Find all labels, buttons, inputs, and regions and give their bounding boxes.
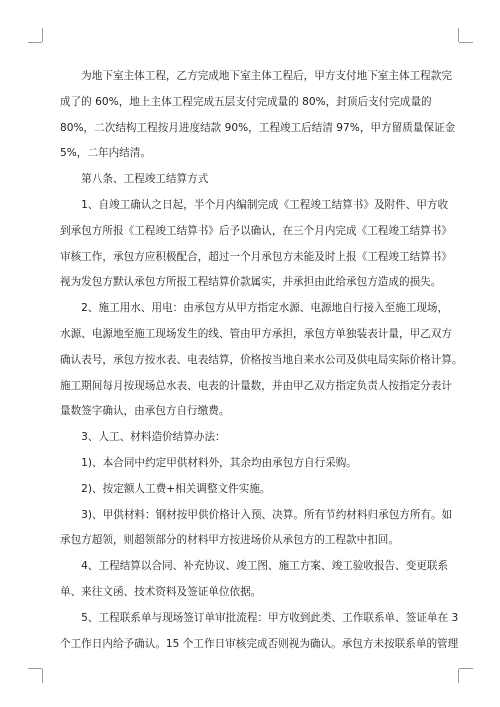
text-line: 1、自竣工确认之日起，半个月内编制完成《工程竣工结算书》及附件、甲方收 [60,198,449,211]
text-line: 视为发包方默认承包方所报工程结算价款属实，并承担由此给承包方造成的损失。 [60,276,442,289]
text-line: 1)、本合同中约定甲供材料外，其余均由承包方自行采购。 [60,456,357,469]
text-line: 个工作日内给予确认。15 个工作日审核完成否则视为确认。承包方未按联系单的管理 [60,637,459,650]
text-line: 2)、按定额人工费+相关调整文件实施。 [60,482,271,495]
document-body [60,64,463,657]
text-line: 3)、甲供材料：钢材按甲供价格计入预、决算。所有节约材料归承包方所有。如 [60,508,453,521]
text-line: 80%，二次结构工程按月进度结款 90%，工程竣工后结清 97%，甲方留质量保证金 [60,121,456,134]
text-line: 水源、电源地至施工现场发生的线、管由甲方承担，承包方单独装表计量，甲乙双方 [60,327,452,340]
text-line: 确认表号，承包方按水表、电表结算，价格按当地自来水公司及供电局实际价格计算。 [60,353,463,366]
text-line: 承包方超领，则超领部分的材料甲方按进场价从承包方的工程款中扣回。 [60,534,399,547]
text-line: 成了的 60%，地上主体工程完成五层支付完成量的 80%，封顶后支付完成量的 [60,95,432,108]
text-line: 5%，二年内结清。 [60,147,151,160]
text-line: 2、施工用水、用电：由承包方从甲方指定水源、电源地自行接入至施工现场， [60,302,449,315]
text-line: 到承包方所报《工程竣工结算书》后予以确认，在三个月内完成《工程竣工结算书》 [60,224,452,237]
text-line: 3、人工、材料造价结算办法： [60,431,226,444]
text-line: 量数签字确认，由承包方自行缴费。 [60,405,230,418]
text-line: 单、来往文函、技术资料及签证单位依据。 [60,585,262,598]
section-heading: 第八条、工程竣工结算方式 [60,173,209,186]
text-line: 5、工程联系单与现场签订单审批流程：甲方收到此类、工作联系单、签证单在 3 [60,611,459,624]
text-line: 施工期间每月按现场总水表、电表的计量数，并由甲乙双方指定负责人按指定分表计 [60,379,452,392]
text-line: 审核工作，承包方应积极配合，超过一个月承包方未能及时上报《工程竣工结算书》 [60,250,452,263]
text-line: 为地下室主体工程，乙方完成地下室主体工程后，甲方支付地下室主体工程款完 [60,70,452,82]
text-line: 4、工程结算以合同、补充协议、竣工图、施工方案、竣工验收报告、变更联系 [60,560,449,573]
